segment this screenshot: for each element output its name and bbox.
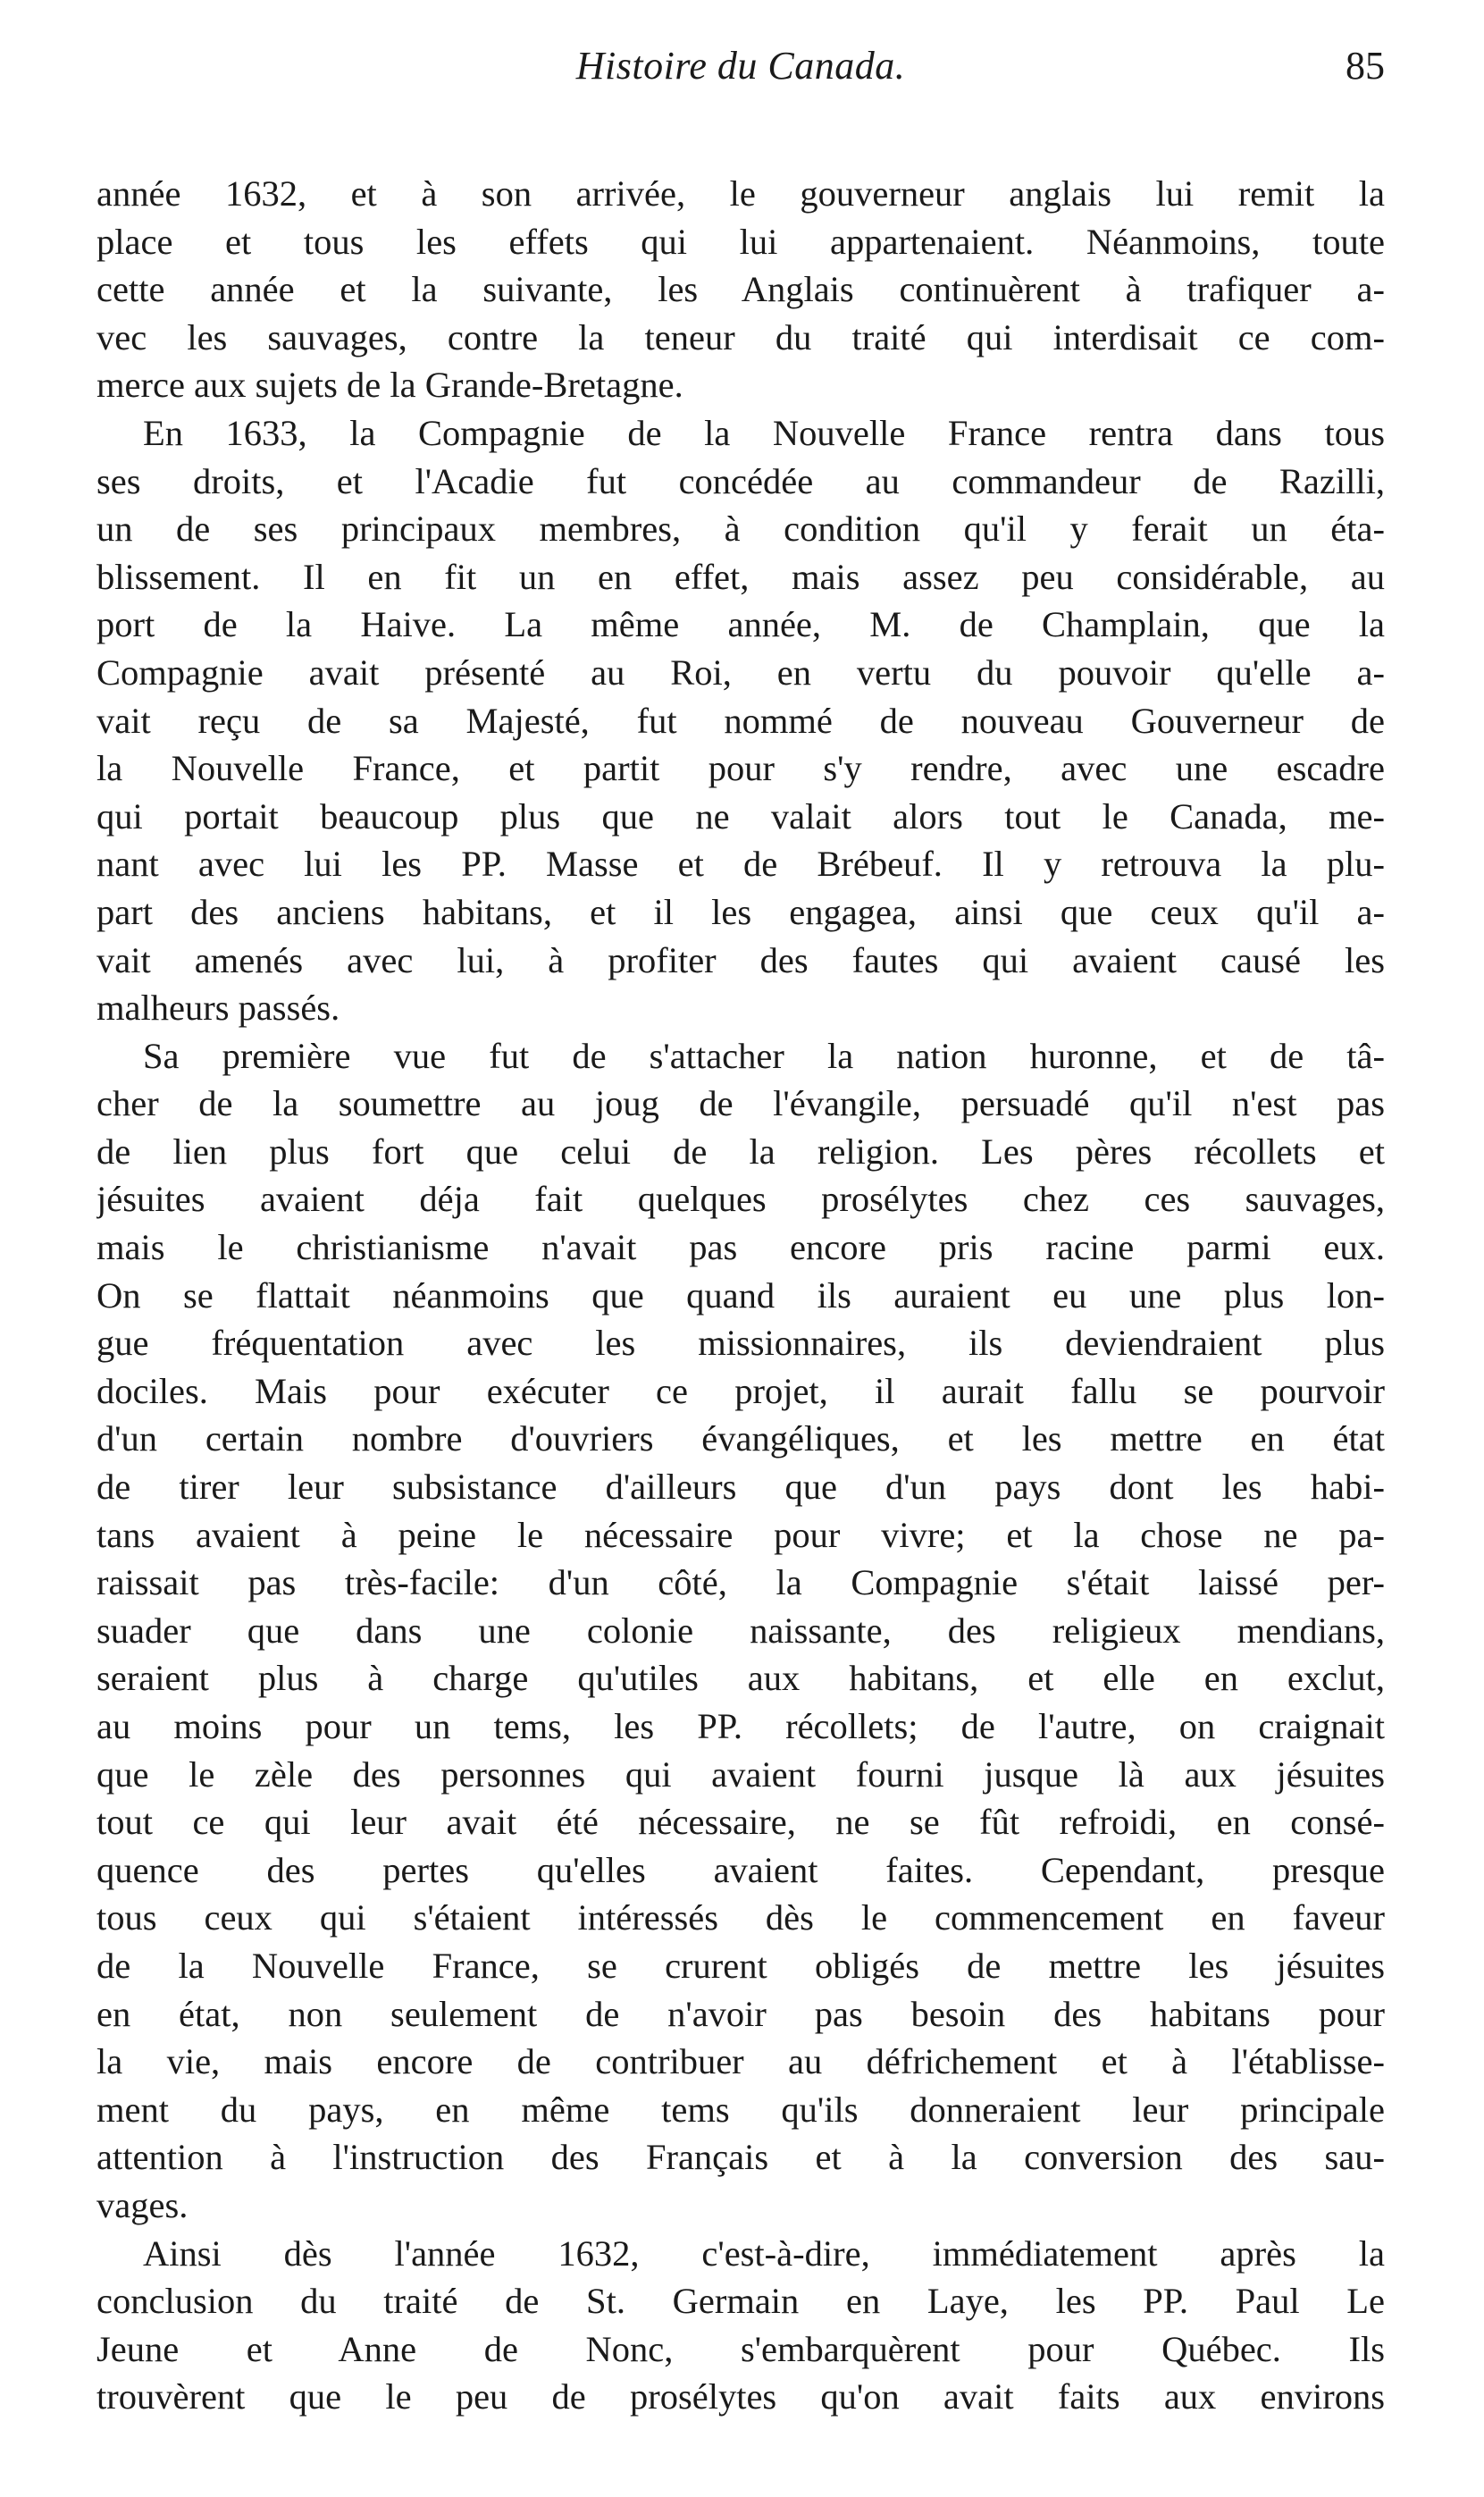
text-line: ses droits, et l'Acadie fut concédée au commandeur de Razilli, [96,460,1385,501]
paragraph-4 [96,2230,1385,2421]
text-line: vait reçu de sa Majesté, fut nommé de nouveau Gouverneur de [96,700,1385,741]
paragraph-2 [96,409,1385,1032]
text-line: raissait pas très-facile: d'un côté, la Compagnie s'était laissé per- [96,1562,1385,1603]
text-line: tous ceux qui s'étaient intéressés dès le commencement en faveur [96,1897,1385,1938]
text-line: la vie, mais encore de contribuer au défrichement et à l'établisse- [96,2041,1385,2082]
text-line: tans avaient à peine le nécessaire pour vivre; et la chose ne pa- [96,1514,1385,1555]
text-line: Jeune et Anne de Nonc, s'embarquèrent pour Québec. Ils [96,2328,1385,2369]
text-line: la Nouvelle France, et partit pour s'y rendre, avec une escadre [96,748,1385,789]
paragraph-1 [96,170,1385,409]
text-line: On se flattait néanmoins que quand ils auraient eu une plus lon- [96,1274,1385,1316]
text-line: port de la Haive. La même année, M. de Champlain, que la [96,604,1385,645]
text-line: ment du pays, en même tems qu'ils donneraient leur principale [96,2089,1385,2130]
text-line: suader que dans une colonie naissante, des religieux mendians, [96,1610,1385,1651]
text-line: vages. [96,2184,189,2225]
page-number: 85 [1346,44,1385,88]
running-title: Histoire du Canada. [575,44,906,88]
text-line: que le zèle des personnes qui avaient fourni jusque là aux jésuites [96,1753,1385,1795]
text-line: malheurs passés. [96,988,340,1029]
text-line: part des anciens habitans, et il les engagea, ainsi que ceux qu'il a- [96,891,1385,932]
text-line: En 1633, la Compagnie de la Nouvelle France rentra dans tous [143,412,1385,453]
paragraph-3 [96,1032,1385,2230]
text-line: place et tous les effets qui lui appartenaient. Néanmoins, toute [96,221,1385,262]
text-line: qui portait beaucoup plus que ne valait alors tout le Canada, me- [96,795,1385,837]
book-page [96,36,1385,2421]
page-header [96,36,1385,107]
text-line: dociles. Mais pour exécuter ce projet, il aurait fallu se pourvoir [96,1370,1385,1411]
text-line: blissement. Il en fit un en effet, mais assez peu considérable, au [96,556,1385,597]
text-line: Compagnie avait présenté au Roi, en vertu du pouvoir qu'elle a- [96,652,1385,693]
text-line: au moins pour un tems, les PP. récollets; de l'autre, on craignait [96,1706,1385,1746]
text-line: conclusion du traité de St. Germain en Laye, les PP. Paul Le [96,2281,1385,2322]
text-line: cher de la soumettre au joug de l'évangile, persuadé qu'il n'est pas [96,1083,1385,1124]
text-line: Ainsi dès l'année 1632, c'est-à-dire, immédiatement après la [143,2232,1385,2274]
text-line: de tirer leur subsistance d'ailleurs que d'un pays dont les habi- [96,1467,1385,1508]
text-line: vec les sauvages, contre la teneur du traité qui interdisait ce com- [96,316,1385,357]
text-line: un de ses principaux membres, à condition qu'il y ferait un éta- [96,509,1385,550]
text-line: attention à l'instruction des Français et à la conversion des sau- [96,2137,1385,2178]
text-line: nant avec lui les PP. Masse et de Brébeuf. Il y retrouva la plu- [96,844,1385,885]
text-line: année 1632, et à son arrivée, le gouverneur anglais lui remit la [96,173,1385,214]
text-line: seraient plus à charge qu'utiles aux habitans, et elle en exclut, [96,1658,1385,1699]
text-line: trouvèrent que le peu de prosélytes qu'on avait faits aux environs [96,2376,1385,2417]
text-line: merce aux sujets de la Grande-Bretagne. [96,365,683,406]
body-text [96,170,1385,2421]
text-line: d'un certain nombre d'ouvriers évangéliques, et les mettre en état [96,1418,1385,1459]
text-line: Sa première vue fut de s'attacher la nation huronne, et de tâ- [143,1035,1385,1076]
text-line: quence des pertes qu'elles avaient faites. Cependant, presque [96,1849,1385,1890]
text-line: de lien plus fort que celui de la religion. Les pères récollets et [96,1131,1385,1172]
text-line: mais le christianisme n'avait pas encore pris racine parmi eux. [96,1227,1385,1268]
text-line: en état, non seulement de n'avoir pas besoin des habitans pour [96,1993,1385,2034]
text-line: tout ce qui leur avait été nécessaire, ne se fût refroidi, en consé- [96,1802,1385,1843]
text-line: jésuites avaient déja fait quelques prosélytes chez ces sauvages, [96,1179,1385,1220]
text-line: gue fréquentation avec les missionnaires, ils deviendraient plus [96,1323,1385,1364]
text-line: vait amenés avec lui, à profiter des fautes qui avaient causé les [96,939,1385,980]
text-line: cette année et la suivante, les Anglais continuèrent à trafiquer a- [96,269,1385,310]
text-line: de la Nouvelle France, se crurent obligés de mettre les jésuites [96,1945,1385,1986]
